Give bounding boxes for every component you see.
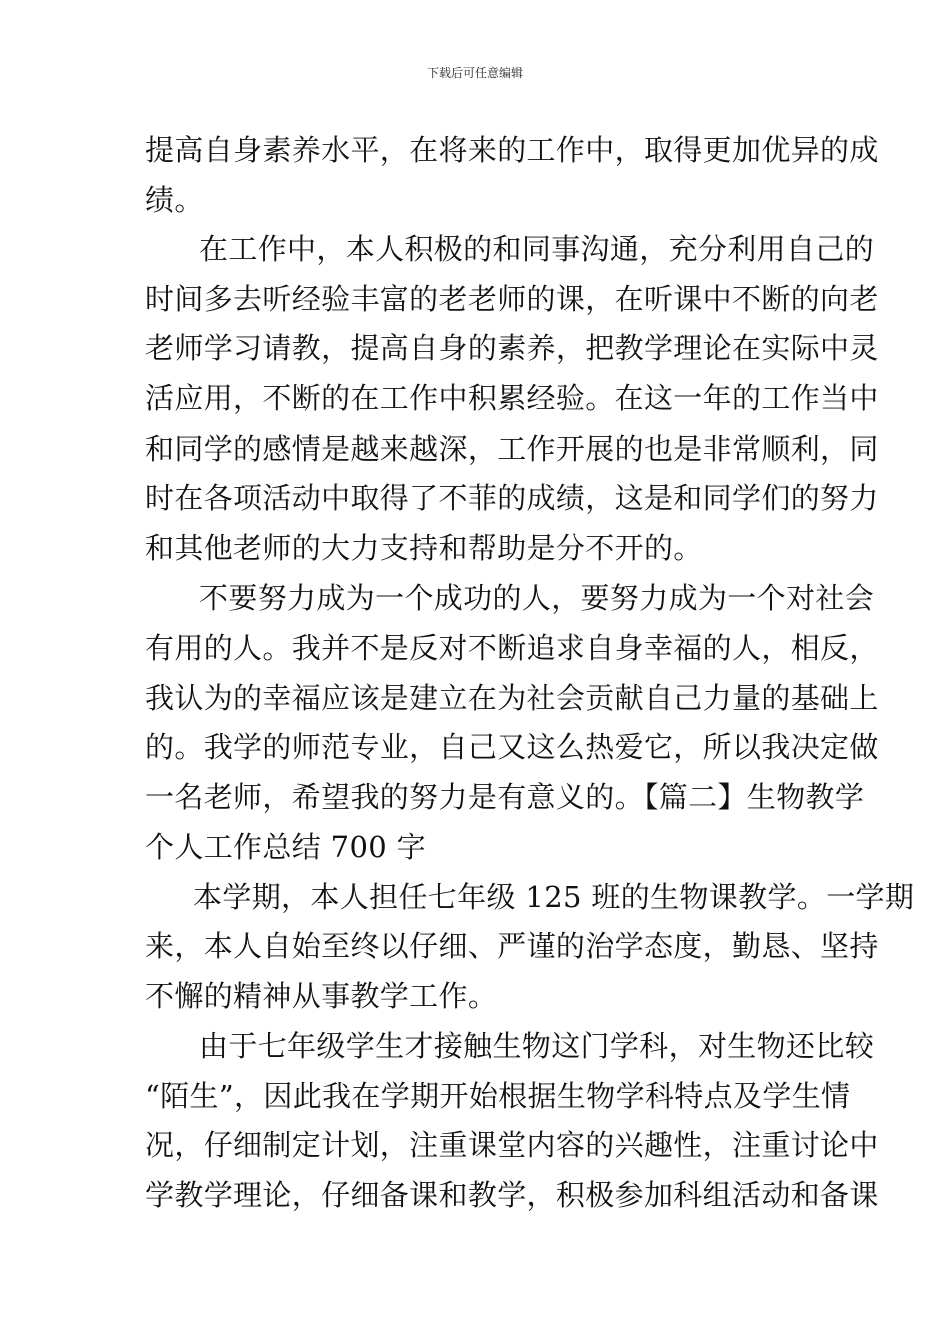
text-line: 和同学的感情是越来越深，工作开展的也是非常顺利，同 <box>145 432 879 466</box>
section-title-line: 个人工作总结 700 字 <box>145 830 426 864</box>
text-line: 一名老师，希望我的努力是有意义的。【篇二】生物教学 <box>145 780 865 814</box>
text-line: 我认为的幸福应该是建立在为社会贡献自己力量的基础上 <box>145 681 879 715</box>
paragraph-start-line: 不要努力成为一个成功的人，要努力成为一个对社会 <box>199 581 875 615</box>
text-line: “陌生”，因此我在学期开始根据生物学科特点及学生情 <box>145 1079 851 1113</box>
text-line: 不懈的精神从事教学工作。 <box>145 979 498 1013</box>
page-header: 下载后可任意编辑 <box>426 66 523 80</box>
text-line: 活应用，不断的在工作中积累经验。在这一年的工作当中 <box>145 381 879 415</box>
text-line: 绩。 <box>145 183 204 217</box>
paragraph-start-line: 本学期，本人担任七年级 125 班的生物课教学。一学期 <box>193 880 915 914</box>
text-line: 提高自身素养水平，在将来的工作中，取得更加优异的成 <box>145 133 879 167</box>
text-line: 时在各项活动中取得了不菲的成绩，这是和同学们的努力 <box>145 481 879 515</box>
text-line: 况，仔细制定计划，注重课堂内容的兴趣性，注重讨论中 <box>145 1128 879 1162</box>
text-line: 时间多去听经验丰富的老老师的课，在听课中不断的向老 <box>145 282 879 316</box>
text-line: 老师学习请教，提高自身的素养，把教学理论在实际中灵 <box>145 331 879 365</box>
text-line: 和其他老师的大力支持和帮助是分不开的。 <box>145 531 703 565</box>
text-line: 有用的人。我并不是反对不断追求自身幸福的人，相反， <box>145 631 879 665</box>
paragraph-start-line: 在工作中，本人积极的和同事沟通，充分利用自己的 <box>199 232 875 266</box>
text-line: 来，本人自始至终以仔细、严谨的治学态度，勤恳、坚持 <box>145 929 879 963</box>
paragraph-start-line: 由于七年级学生才接触生物这门学科，对生物还比较 <box>199 1029 875 1063</box>
text-line: 的。我学的师范专业，自己又这么热爱它，所以我决定做 <box>145 730 879 764</box>
text-line: 学教学理论，仔细备课和教学，积极参加科组活动和备课 <box>145 1178 879 1212</box>
